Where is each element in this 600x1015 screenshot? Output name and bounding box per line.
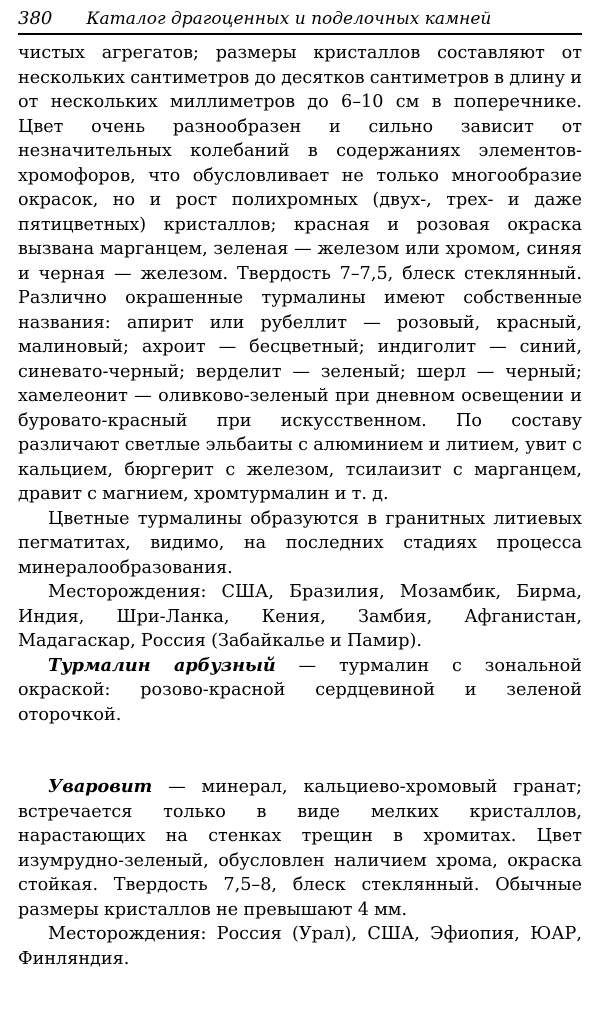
running-head bbox=[18, 8, 582, 35]
body-text bbox=[18, 41, 582, 971]
entry-uvarovite bbox=[18, 775, 582, 922]
entry-spacer bbox=[18, 727, 582, 775]
paragraph-formation: Цветные турмалины образуются в гранитных литиевых пегматитах, видимо, на последних стадиях процесса минералообразования. bbox=[18, 508, 582, 578]
running-title: Каталог драгоценных и поделочных камней bbox=[86, 9, 492, 29]
paragraph-deposits-tourmaline: Месторождения: США, Бразилия, Мозамбик, Бирма, Индия, Шри-Ланка, Кения, Замбия, Афганистан, Мадагаскар, Россия (Забайкалье и Памир). bbox=[18, 582, 582, 651]
paragraph-deposits-uvarovite: Месторождения: Россия (Урал), США, Эфиопия, ЮАР, Финляндия. bbox=[18, 924, 582, 969]
entry-definition: — турмалин с зональной окраской: розово-красной сердцевиной и зеленой оторочкой. bbox=[18, 655, 582, 725]
entry-definition: — минерал, кальциево-хромовый гранат; встречается только в виде мелких кристаллов, нарастающих на стенках трещин в хромитах. Цвет изумрудно-зеленый, обусловлен наличием хрома, окраска стойкая. Твердость 7,5–8, блеск стеклянный. Обычные размеры кристаллов не превышают 4 мм. bbox=[18, 777, 582, 920]
entry-term: Уваровит bbox=[48, 776, 153, 797]
page-number: 380 bbox=[18, 8, 53, 29]
entry-term: Турмалин арбузный bbox=[48, 654, 276, 676]
entry-watermelon-tourmaline bbox=[18, 654, 582, 728]
paragraph-tourmaline-continued: чистых агрегатов; размеры кристаллов составляют от нескольких сантиметров до десятков сантиметров в длину и от нескольких миллиметров до 6–10 см в поперечнике. Цвет очень разнообразен и сильно зависит от незначительных колебаний в содержаниях элементов-хромофоров, что обусловливает не только многообразие окрасок, но и рост полихромных (двух-, трех- и даже пятицветных) кристаллов; красная и розовая окраска вызвана марганцем, зеленая — железом или хромом, синяя и черная — железом. Твердость 7–7,5, блеск стеклянный. Различно окрашенные турмалины имеют собственные названия: апирит или рубеллит — розовый, красный, малиновый; ахроит — бесцветный; индиголит — синий, синевато-черный; верделит — зеленый; шерл — черный; хамелеонит — оливково-зеленый при дневном освещении и буровато-красный при искусственном. По составу различают светлые эльбаиты с алюминием и литием, увит с кальцием, бюргерит с железом, тсилаизит с марганцем, дравит с магнием, хромтурмалин и т. д. bbox=[18, 43, 582, 504]
